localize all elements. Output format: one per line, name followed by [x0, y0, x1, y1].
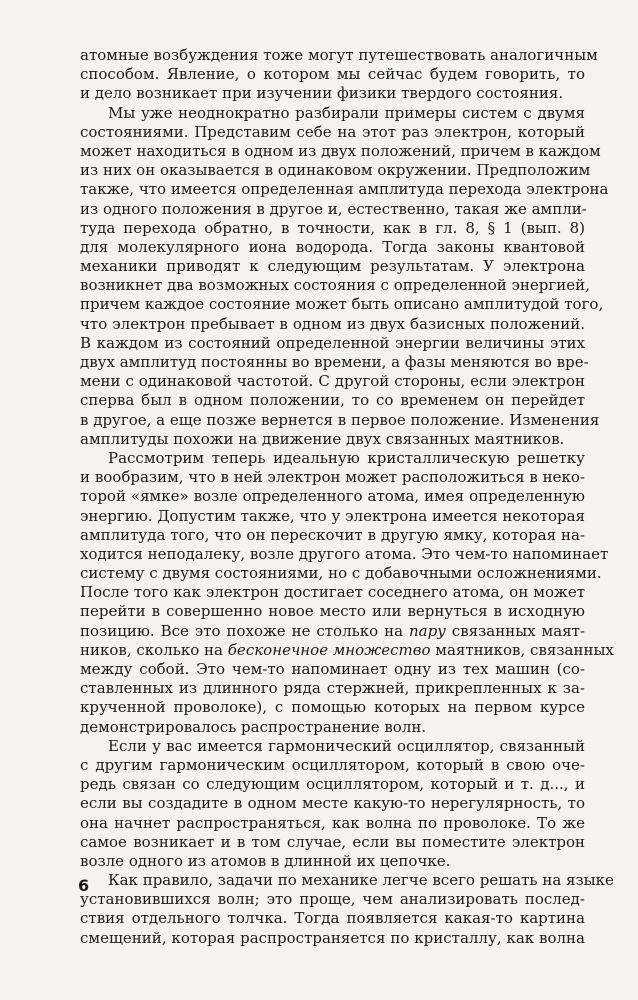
text-line: из них он оказывается в одинаковом окружении. Предположим: [80, 161, 591, 180]
text-line: амплитуды похожи на движение двух связанных маятников.: [80, 429, 565, 448]
text-line: систему с двумя состояниями, но с добавочными осложнениями.: [80, 564, 602, 583]
text-line: причем каждое состояние может быть описано амплитудой того,: [80, 295, 604, 314]
text-line: ставленных из длинного ряда стержней, прикрепленных к за-: [80, 679, 585, 698]
text-line: смещений, которая распространяется по кристаллу, как волна: [80, 928, 585, 947]
text-line: для молекулярного иона водорода. Тогда законы квантовой: [80, 237, 585, 256]
text-line: амплитуда того, что он перескочит в другую ямку, которая на-: [80, 525, 585, 544]
text-line: торой «ямке» возле определенного атома, имея определенную: [80, 487, 585, 506]
text-line: также, что имеется определенная амплитуда перехода электрона: [80, 180, 609, 199]
text-line: и вообразим, что в ней электрон может расположиться в неко-: [80, 468, 585, 487]
text-line: ходится неподалеку, возле другого атома. Это чем-то напоминает: [80, 544, 609, 563]
text-line: перейти в совершенно новое место или вернуться в исходную: [80, 602, 585, 621]
text-line: возникнет два возможных состояния с определенной энергией,: [80, 276, 590, 295]
paragraph: [80, 871, 614, 948]
text-line: самое возникает и в том случае, если вы поместите электрон: [80, 832, 585, 851]
text-line: возле одного из атомов в длинной их цепочке.: [80, 851, 451, 870]
paragraph: [80, 103, 609, 449]
text-line: установившихся волн; это проще, чем анализировать послед-: [80, 890, 585, 909]
text-line: Если у вас имеется гармонический осциллятор, связанный: [108, 736, 585, 755]
text-line: если вы создадите в одном месте какую-то нерегулярность, то: [80, 794, 585, 813]
text-line: позицию. Все это похоже не столько на пару связанных маят-: [80, 621, 585, 640]
text-line: способом. Явление, о котором мы сейчас будем говорить, то: [80, 65, 585, 84]
text-line: атомные возбуждения тоже могут путешествовать аналогичным: [80, 46, 598, 64]
page-number: 6: [78, 876, 90, 895]
text-line: и дело возникает при изучении физики твердого состояния.: [80, 84, 564, 103]
text-line: что электрон пребывает в одном из двух базисных положений.: [80, 314, 585, 333]
text-line: демонстрировалось распространение волн.: [80, 717, 427, 736]
text-line: редь связан со следующим осциллятором, который и т. д..., и: [80, 775, 585, 794]
text-line: Рассмотрим теперь идеальную кристаллическую решетку: [108, 448, 585, 467]
text-line: она начнет распространяться, как волна по проволоке. То же: [80, 813, 585, 832]
text-line: из одного положения в другое и, естественно, такая же ампли-: [80, 199, 587, 218]
emphasis: бесконечное множество: [227, 640, 431, 659]
text-line: ников, сколько на бесконечное множество маятников, связанных: [80, 640, 614, 659]
text-line: Мы уже неоднократно разбирали примеры систем с двумя: [108, 103, 585, 122]
text-line: состояниями. Представим себе на этот раз электрон, который: [80, 122, 585, 141]
text-line: В каждом из состояний определенной энергии величины этих: [80, 333, 585, 352]
paragraph: [80, 46, 598, 104]
text-line: между собой. Это чем-то напоминает одну из тех машин (со-: [80, 660, 585, 678]
text-line: двух амплитуд постоянны во времени, а фазы меняются во вре-: [80, 353, 589, 371]
body-text: [80, 46, 614, 948]
emphasis: пару: [408, 621, 446, 640]
text-line: может находиться в одном из двух положений, причем в каждом: [80, 141, 601, 160]
text-line: туда перехода обратно, в точности, как в гл. 8, § 1 (вып. 8): [80, 218, 585, 237]
text-line: энергию. Допустим также, что у электрона имеется некоторая: [80, 506, 585, 525]
paragraph: [80, 737, 585, 871]
text-line: ствия отдельного толчка. Тогда появляется какая-то картина: [80, 909, 585, 928]
text-line: в другое, а еще позже вернется в первое положение. Изменения: [80, 410, 600, 429]
text-line: мени с одинаковой частотой. С другой стороны, если электрон: [80, 372, 585, 391]
text-line: сперва был в одном положении, то со временем он перейдет: [80, 391, 585, 410]
text-line: механики приводят к следующим результатам. У электрона: [80, 257, 585, 276]
paragraph: [80, 448, 614, 737]
text-line: Как правило, задачи по механике легче всего решать на языке: [108, 871, 614, 890]
text-line: крученной проволоке), с помощью которых на первом курсе: [80, 698, 585, 717]
text-line: После того как электрон достигает соседнего атома, он может: [80, 583, 585, 602]
text-line: с другим гармоническим осциллятором, который в свою оче-: [80, 755, 585, 774]
